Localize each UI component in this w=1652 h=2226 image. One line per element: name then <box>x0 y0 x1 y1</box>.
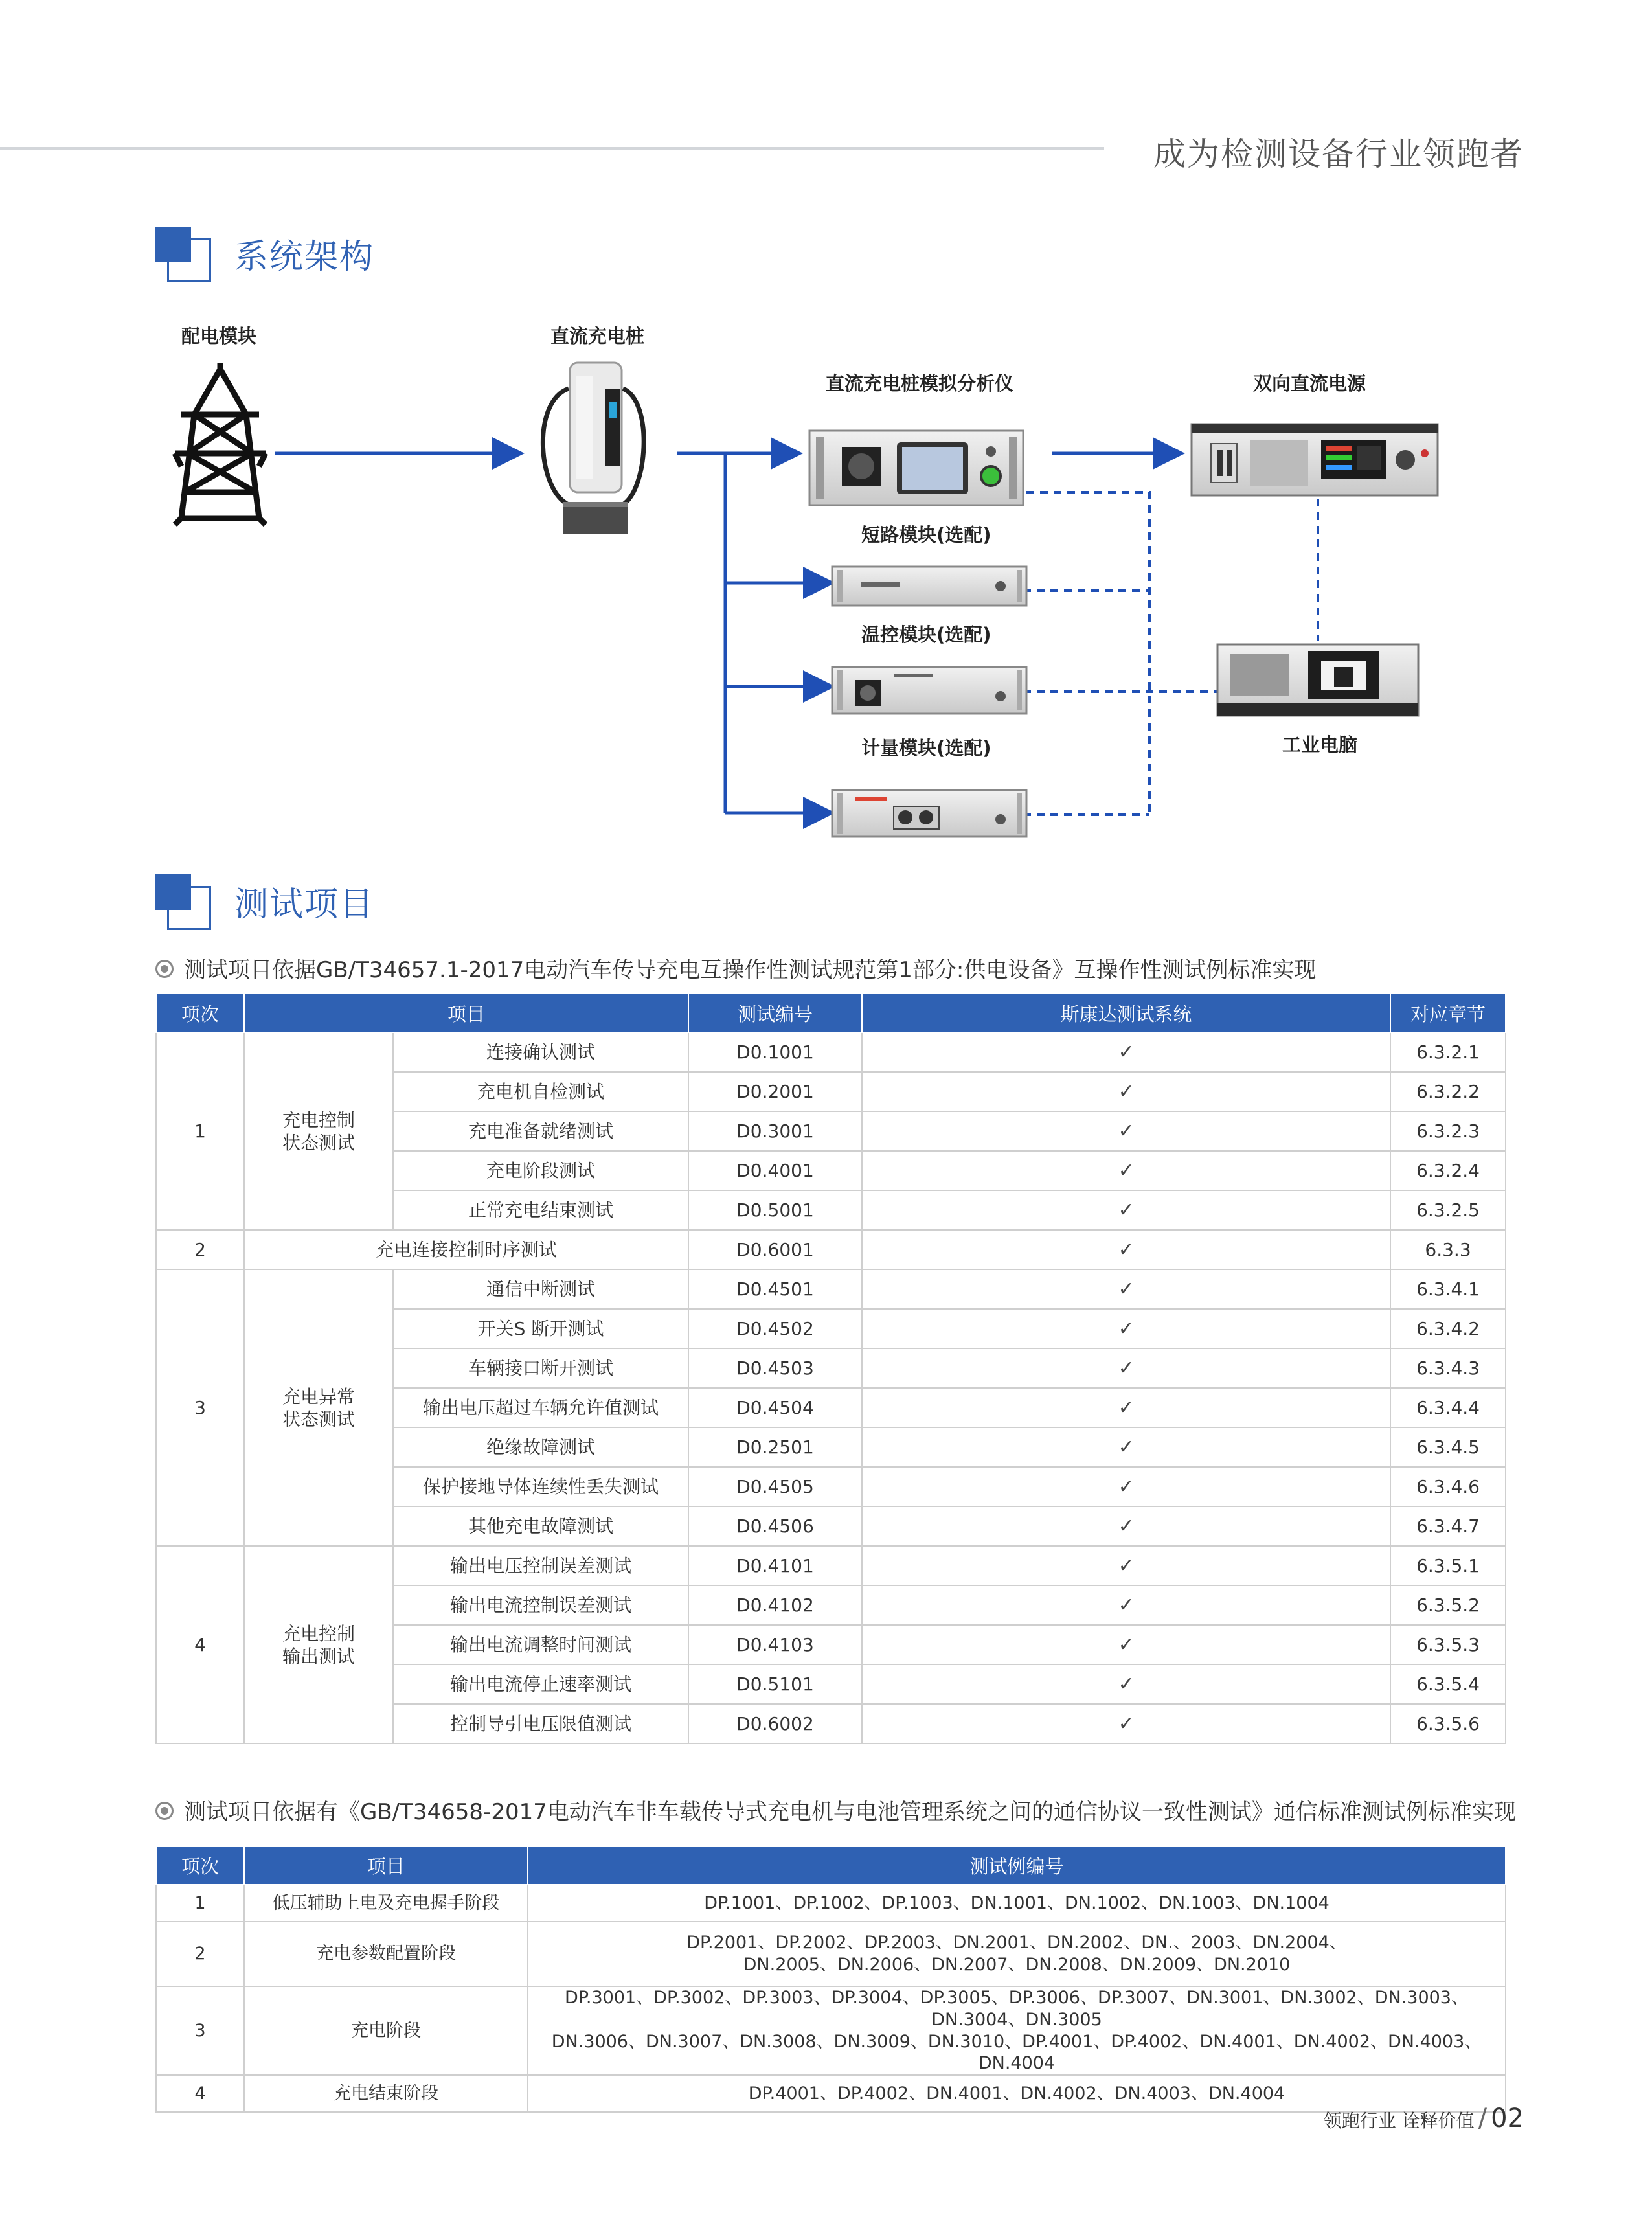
bullet-circle-icon <box>155 1802 174 1820</box>
cell-item: 连接确认测试 <box>393 1032 688 1072</box>
cell-index: 3 <box>156 1269 244 1546</box>
cell-test-code: D0.4001 <box>688 1151 862 1190</box>
system-architecture-diagram <box>0 0 1652 861</box>
cell-item: 通信中断测试 <box>393 1269 688 1309</box>
cell-item: 保护接地导体连续性丢失测试 <box>393 1467 688 1506</box>
label-power-module: 配电模块 <box>181 325 257 347</box>
check-icon: ✓ <box>1118 1554 1135 1577</box>
label-meter-module: 计量模块(选配) <box>861 737 991 759</box>
cell-category: 充电异常 状态测试 <box>244 1269 393 1546</box>
check-icon: ✓ <box>1118 1593 1135 1617</box>
cell-section: 6.3.2.5 <box>1390 1190 1506 1230</box>
footer-separator: / <box>1478 2104 1488 2133</box>
cell-supported <box>862 1309 1390 1348</box>
check-icon: ✓ <box>1118 1238 1135 1261</box>
cell-test-code: D0.4504 <box>688 1388 862 1427</box>
cell-test-code: D0.4101 <box>688 1546 862 1585</box>
cell-index: 1 <box>156 1032 244 1230</box>
cell-supported <box>862 1032 1390 1072</box>
diagram-graphics <box>0 0 1652 861</box>
cell-supported <box>862 1625 1390 1664</box>
cell-test-code: D0.4501 <box>688 1269 862 1309</box>
cell-item: 其他充电故障测试 <box>393 1506 688 1546</box>
temperature-module-icon <box>832 667 1026 714</box>
cell-section: 6.3.2.1 <box>1390 1032 1506 1072</box>
note-text: 测试项目依据GB/T34657.1-2017电动汽车传导充电互操作性测试规范第1部分:供电设备》互操作性测试例标准实现 <box>184 957 1317 983</box>
bullet-circle-icon <box>155 960 174 978</box>
cell-test-code: D0.2001 <box>688 1072 862 1111</box>
check-icon: ✓ <box>1118 1159 1135 1182</box>
section-square-icon <box>155 874 214 933</box>
interoperability-test-table <box>155 993 1506 1744</box>
check-icon: ✓ <box>1118 1277 1135 1300</box>
cell-section: 6.3.4.3 <box>1390 1348 1506 1388</box>
check-icon: ✓ <box>1118 1435 1135 1459</box>
test-code-line: DP.4001、DP.4002、DN.4001、DN.4002、DN.4003、DN.4004 <box>748 2083 1285 2104</box>
cell-stage: 低压辅助上电及充电握手阶段 <box>244 1885 528 1922</box>
page-number: 02 <box>1491 2104 1524 2133</box>
cell-category: 充电控制 输出测试 <box>244 1546 393 1743</box>
test-code-line: DP.3001、DP.3002、DP.3003、DP.3004、DP.3005、DP.3006、DP.3007、DN.3001、DN.3002、DN.3003、DN.3004、DN.3005 <box>565 1988 1469 2030</box>
cell-supported <box>862 1230 1390 1269</box>
cell-item: 车辆接口断开测试 <box>393 1348 688 1388</box>
cell-item: 充电准备就绪测试 <box>393 1111 688 1151</box>
cell-index: 2 <box>156 1922 244 1986</box>
cell-category: 充电控制 状态测试 <box>244 1032 393 1230</box>
cell-supported <box>862 1467 1390 1506</box>
cell-section: 6.3.4.5 <box>1390 1427 1506 1467</box>
cell-supported <box>862 1269 1390 1309</box>
cell-item: 正常充电结束测试 <box>393 1190 688 1230</box>
cell-supported <box>862 1506 1390 1546</box>
cell-item: 充电阶段测试 <box>393 1151 688 1190</box>
cell-stage: 充电结束阶段 <box>244 2075 528 2112</box>
label-dc-pile: 直流充电桩 <box>550 325 645 347</box>
table-header-row <box>156 1846 1506 1885</box>
check-icon: ✓ <box>1118 1712 1135 1735</box>
cell-test-code: D0.4503 <box>688 1348 862 1388</box>
cell-stage: 充电参数配置阶段 <box>244 1922 528 1986</box>
cell-section: 6.3.3 <box>1390 1230 1506 1269</box>
label-short-module: 短路模块(选配) <box>861 524 991 546</box>
cell-section: 6.3.5.1 <box>1390 1546 1506 1585</box>
footer-text: 领跑行业 诠释价值 <box>1323 2110 1475 2131</box>
cell-supported <box>862 1151 1390 1190</box>
col-header: 测试例编号 <box>528 1846 1506 1885</box>
check-icon: ✓ <box>1118 1198 1135 1221</box>
cell-supported <box>862 1664 1390 1704</box>
cell-test-code: D0.6001 <box>688 1230 862 1269</box>
col-header: 项目 <box>244 1846 528 1885</box>
check-icon: ✓ <box>1118 1080 1135 1103</box>
check-icon: ✓ <box>1118 1514 1135 1538</box>
cell-supported <box>862 1072 1390 1111</box>
cell-item: 输出电压超过车辆允许值测试 <box>393 1388 688 1427</box>
cell-index: 1 <box>156 1885 244 1922</box>
test-code-line: DP.1001、DP.1002、DP.1003、DN.1001、DN.1002、DN.1003、DN.1004 <box>704 1892 1330 1913</box>
cell-category: 充电连接控制时序测试 <box>244 1230 688 1269</box>
cell-test-code: D0.4103 <box>688 1625 862 1664</box>
col-header: 项目 <box>244 994 688 1032</box>
cell-item: 输出电压控制误差测试 <box>393 1546 688 1585</box>
cell-test-code: D0.4506 <box>688 1506 862 1546</box>
check-icon: ✓ <box>1118 1356 1135 1380</box>
cell-item: 开关S 断开测试 <box>393 1309 688 1348</box>
cell-item: 绝缘故障测试 <box>393 1427 688 1467</box>
cell-section: 6.3.4.1 <box>1390 1269 1506 1309</box>
col-header: 项次 <box>156 1846 244 1885</box>
note-standard-1 <box>155 952 1316 984</box>
cell-test-code: D0.4502 <box>688 1309 862 1348</box>
check-icon: ✓ <box>1118 1475 1135 1498</box>
cell-supported <box>862 1388 1390 1427</box>
cell-section: 6.3.4.2 <box>1390 1309 1506 1348</box>
cell-item: 充电机自检测试 <box>393 1072 688 1111</box>
cell-supported <box>862 1704 1390 1743</box>
cell-section: 6.3.5.4 <box>1390 1664 1506 1704</box>
table-row <box>156 1032 1506 1072</box>
cell-test-code: D0.6002 <box>688 1704 862 1743</box>
col-header: 项次 <box>156 994 244 1032</box>
table-row <box>156 1546 1506 1585</box>
note-standard-2 <box>155 1794 1516 1826</box>
cell-test-codes <box>528 1885 1506 1922</box>
section-title-text: 系统架构 <box>234 238 375 277</box>
label-temp-module: 温控模块(选配) <box>861 624 991 646</box>
cell-test-code: D0.3001 <box>688 1111 862 1151</box>
col-header: 测试编号 <box>688 994 862 1032</box>
cell-supported <box>862 1585 1390 1625</box>
cell-test-code: D0.5101 <box>688 1664 862 1704</box>
table-row <box>156 1922 1506 1986</box>
cell-section: 6.3.2.2 <box>1390 1072 1506 1111</box>
cell-test-code: D0.2501 <box>688 1427 862 1467</box>
table-row <box>156 1230 1506 1269</box>
cell-item: 输出电流停止速率测试 <box>393 1664 688 1704</box>
cell-test-codes <box>528 1922 1506 1986</box>
table-header-row <box>156 994 1506 1032</box>
industrial-pc-icon <box>1217 644 1418 716</box>
table-row <box>156 1986 1506 2075</box>
cell-stage: 充电阶段 <box>244 1986 528 2075</box>
cell-test-code: D0.4505 <box>688 1467 862 1506</box>
cell-section: 6.3.4.6 <box>1390 1467 1506 1506</box>
cell-section: 6.3.5.2 <box>1390 1585 1506 1625</box>
cell-section: 6.3.5.6 <box>1390 1704 1506 1743</box>
communication-test-table <box>155 1846 1506 2113</box>
table-row <box>156 2075 1506 2112</box>
cell-item: 控制导引电压限值测试 <box>393 1704 688 1743</box>
cell-supported <box>862 1190 1390 1230</box>
check-icon: ✓ <box>1118 1040 1135 1063</box>
cell-section: 6.3.2.3 <box>1390 1111 1506 1151</box>
cell-supported <box>862 1111 1390 1151</box>
cell-supported <box>862 1546 1390 1585</box>
label-dc-source: 双向直流电源 <box>1253 372 1366 394</box>
dc-power-source-icon <box>1192 424 1438 495</box>
cell-index: 2 <box>156 1230 244 1269</box>
cell-supported <box>862 1427 1390 1467</box>
analyzer-device-icon <box>809 431 1023 505</box>
col-header: 斯康达测试系统 <box>862 994 1390 1032</box>
cell-item: 输出电流控制误差测试 <box>393 1585 688 1625</box>
cell-section: 6.3.2.4 <box>1390 1151 1506 1190</box>
check-icon: ✓ <box>1118 1633 1135 1656</box>
cell-section: 6.3.4.4 <box>1390 1388 1506 1427</box>
label-analyzer: 直流充电桩模拟分析仪 <box>826 372 1014 394</box>
cell-test-code: D0.4102 <box>688 1585 862 1625</box>
page-footer <box>1324 2104 1524 2133</box>
col-header: 对应章节 <box>1390 994 1506 1032</box>
test-code-line: DN.3006、DN.3007、DN.3008、DN.3009、DN.3010、DP.4001、DP.4002、DN.4001、DN.4002、DN.4003、DN.4004 <box>551 2031 1482 2074</box>
cell-item: 输出电流调整时间测试 <box>393 1625 688 1664</box>
test-code-line: DN.2005、DN.2006、DN.2007、DN.2008、DN.2009、DN.2010 <box>743 1955 1291 1975</box>
check-icon: ✓ <box>1118 1317 1135 1340</box>
cell-index: 3 <box>156 1986 244 2075</box>
check-icon: ✓ <box>1118 1119 1135 1142</box>
table-row <box>156 1269 1506 1309</box>
dc-charging-pile-icon <box>543 363 644 534</box>
check-icon: ✓ <box>1118 1672 1135 1696</box>
cell-test-code: D0.5001 <box>688 1190 862 1230</box>
cell-index: 4 <box>156 1546 244 1743</box>
cell-section: 6.3.5.3 <box>1390 1625 1506 1664</box>
cell-supported <box>862 1348 1390 1388</box>
check-icon: ✓ <box>1118 1396 1135 1419</box>
cell-section: 6.3.4.7 <box>1390 1506 1506 1546</box>
test-code-line: DP.2001、DP.2002、DP.2003、DN.2001、DN.2002、DN.、2003、DN.2004、 <box>686 1933 1347 1953</box>
cell-test-codes <box>528 1986 1506 2075</box>
label-ipc: 工业电脑 <box>1282 734 1358 756</box>
table-row <box>156 1885 1506 1922</box>
cell-index: 4 <box>156 2075 244 2112</box>
note-text: 测试项目依据有《GB/T34658-2017电动汽车非车载传导式充电机与电池管理系统之间的通信协议一致性测试》通信标准测试例标准实现 <box>184 1799 1516 1825</box>
short-circuit-module-icon <box>832 567 1026 606</box>
power-tower-icon <box>175 363 266 525</box>
header-tagline: 成为检测设备行业领跑者 <box>1153 135 1524 173</box>
metering-module-icon <box>832 790 1026 837</box>
section-title-text: 测试项目 <box>234 885 375 924</box>
cell-test-code: D0.1001 <box>688 1032 862 1072</box>
